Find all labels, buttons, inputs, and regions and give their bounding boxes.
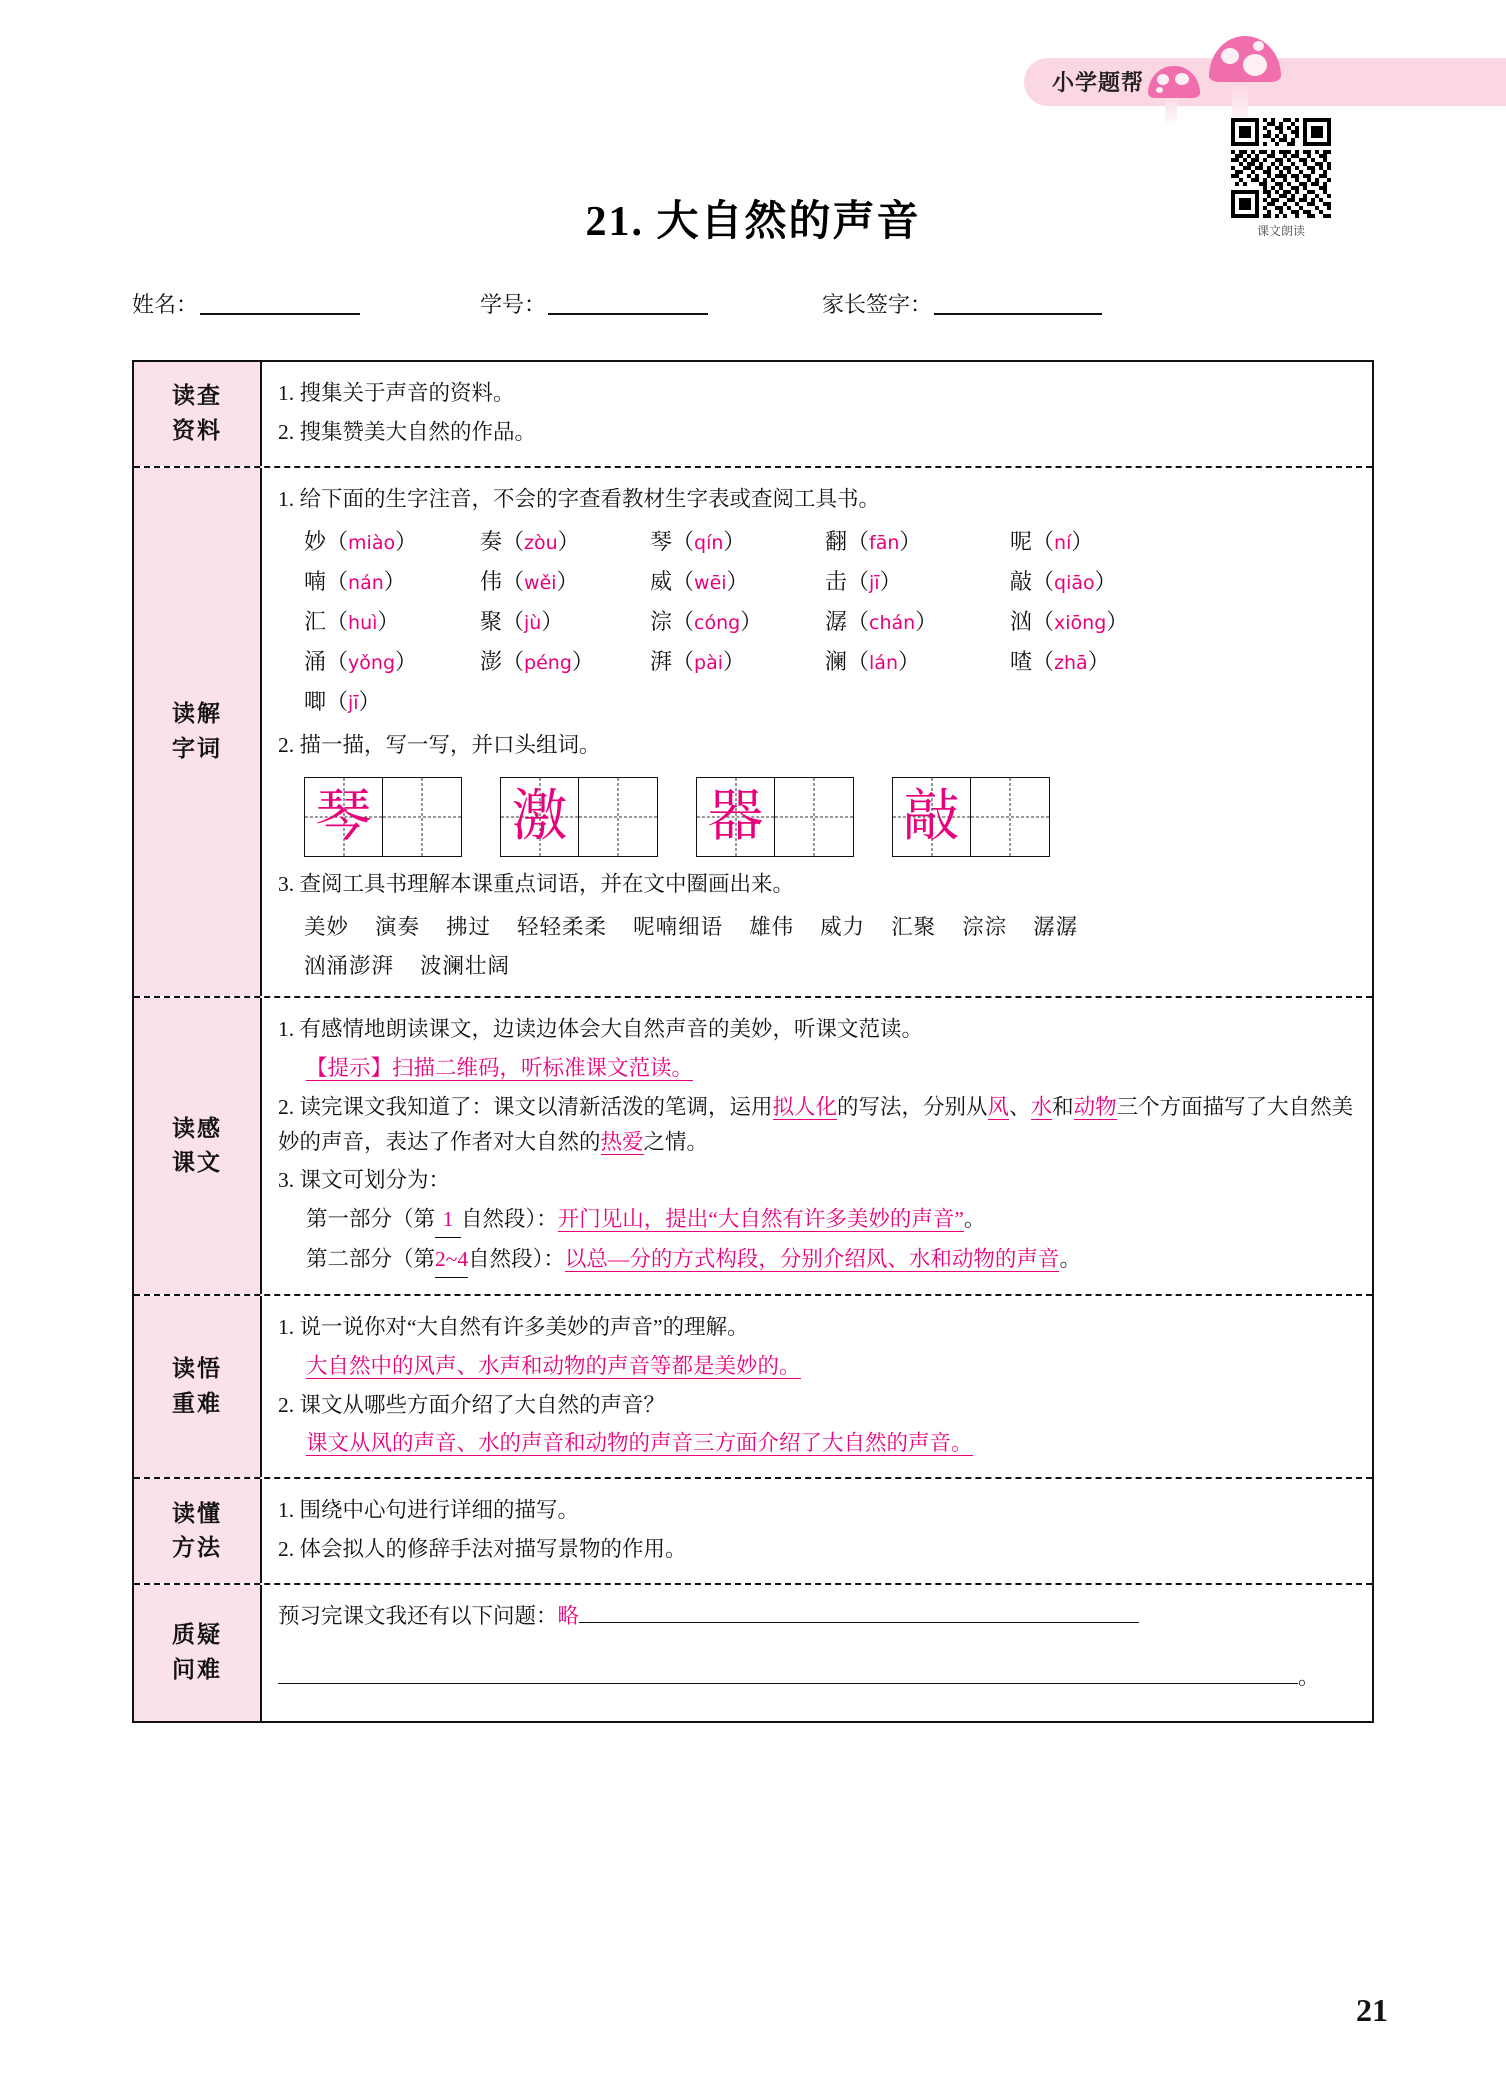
practice-cell-model	[305, 778, 383, 856]
pinyin-item[interactable]: 翻（fān）	[825, 529, 922, 555]
task-question: 1. 说一说你对“大自然有许多美妙的声音”的理解。	[278, 1314, 749, 1339]
cat-line-2: 课文	[172, 1150, 222, 1176]
section-read-vocabulary	[134, 468, 1372, 998]
page-number: 21	[1356, 1992, 1388, 2028]
pinyin-answer: lán	[869, 652, 898, 675]
answer-line	[278, 1426, 1356, 1461]
hanzi: 击	[825, 569, 848, 595]
practice-cell-blank[interactable]	[971, 778, 1049, 856]
category-label-comprehension	[134, 998, 262, 1294]
vocab-word: 拂过	[446, 915, 492, 940]
part1-answer: 开门见山，提出“大自然有许多美妙的声音”	[557, 1207, 964, 1232]
hanzi: 妙	[304, 529, 327, 555]
task-item: 1. 围绕中心句进行详细的描写。	[278, 1498, 580, 1523]
category-label-research	[134, 362, 262, 466]
practice-group[interactable]	[696, 777, 854, 857]
pinyin-item[interactable]: 涌（yǒng）	[304, 649, 418, 675]
pinyin-answer: miào	[348, 532, 396, 555]
hanzi: 淙	[650, 609, 673, 635]
cat-line-2: 方法	[172, 1535, 222, 1561]
hint-answer: 【提示】扫描二维码，听标准课文范读。	[306, 1055, 694, 1080]
task-question: 2. 描一描，写一写，并口头组词。	[278, 733, 601, 758]
cat-line-1: 读感	[172, 1115, 222, 1141]
pinyin-answer: qín	[694, 532, 724, 555]
section-body-vocabulary	[262, 468, 1372, 996]
part2-end: 。	[1059, 1247, 1081, 1272]
pinyin-item[interactable]: 汹（xiōng）	[1010, 609, 1129, 635]
insight-answer-2: 课文从风的声音、水的声音和动物的声音三方面介绍了大自然的声音。	[306, 1431, 973, 1456]
pinyin-item[interactable]: 澜（lán）	[825, 649, 921, 675]
name-field[interactable]	[132, 288, 360, 319]
hanzi: 涌	[304, 649, 327, 675]
pinyin-item[interactable]: 喳（zhā）	[1010, 649, 1110, 675]
parent-sign-blank[interactable]	[934, 295, 1102, 315]
task-item: 2. 体会拟人的修辞手法对描写景物的作用。	[278, 1537, 687, 1562]
section-read-comprehension	[134, 998, 1372, 1296]
vocab-word: 淙淙	[962, 915, 1008, 940]
pinyin-item[interactable]: 妙（miào）	[304, 529, 418, 555]
category-label-questions	[134, 1585, 262, 1721]
question-prompt-line	[278, 1599, 1356, 1634]
pinyin-answer: chán	[869, 612, 916, 635]
cat-line-1: 质疑	[172, 1622, 222, 1648]
cat-line-1: 读解	[172, 701, 222, 727]
pinyin-item[interactable]: 击（jī）	[825, 569, 902, 595]
student-id-field[interactable]	[480, 288, 708, 319]
question-prompt: 预习完课文我还有以下问题：	[278, 1603, 558, 1628]
name-label: 姓名：	[132, 292, 199, 317]
pinyin-answer: cóng	[694, 612, 741, 635]
q2-mid-3: 和	[1052, 1094, 1074, 1119]
student-info-row	[132, 288, 1122, 324]
vocab-word: 汹涌澎湃	[304, 954, 395, 979]
q2-answer-3: 水	[1030, 1094, 1053, 1119]
hanzi: 澎	[480, 649, 503, 675]
cat-line-2: 问难	[172, 1656, 222, 1682]
pinyin-item[interactable]: 澎（péng）	[480, 649, 594, 675]
practice-cell-blank[interactable]	[383, 778, 461, 856]
q2-answer-1: 拟人化	[772, 1094, 838, 1119]
practice-cell-model	[697, 778, 775, 856]
cat-line-1: 读查	[172, 383, 222, 409]
section-questions	[134, 1585, 1372, 1721]
section-read-research	[134, 362, 1372, 468]
part1-prefix: 第一部分（第	[306, 1207, 436, 1232]
pinyin-answer: fān	[869, 532, 900, 555]
hanzi: 湃	[650, 649, 673, 675]
part-two-line	[278, 1242, 1356, 1278]
pinyin-item[interactable]: 敲（qiāo）	[1010, 569, 1117, 595]
hanzi: 澜	[825, 649, 848, 675]
q2-mid-2: 、	[1009, 1094, 1031, 1119]
vocab-word: 呢喃细语	[633, 915, 724, 940]
practice-char: 激	[511, 786, 568, 849]
cat-line-2: 字词	[172, 735, 222, 761]
pinyin-row	[278, 565, 1356, 596]
qr-caption: 课文朗读	[1256, 224, 1305, 238]
section-body-questions	[262, 1585, 1372, 1721]
q2-mid-4: 三个方面描写了大自然美妙的声音，表达了作者对大自然的	[278, 1094, 1354, 1154]
part2-mid: 自然段）：	[468, 1247, 565, 1272]
cat-line-1: 读懂	[172, 1500, 222, 1526]
pinyin-row	[278, 685, 1356, 716]
practice-cell-model	[501, 778, 579, 856]
part2-prefix: 第二部分（第	[306, 1247, 436, 1272]
vocab-word: 美妙	[304, 915, 350, 940]
pinyin-answer: péng	[524, 652, 572, 675]
practice-group[interactable]	[892, 777, 1050, 857]
section-read-method	[134, 1479, 1372, 1585]
fill-in-sentence-2	[278, 1090, 1356, 1160]
pinyin-item[interactable]: 威（wēi）	[650, 569, 749, 595]
pinyin-answer: yǒng	[348, 652, 396, 675]
vocab-word: 轻轻柔柔	[517, 915, 608, 940]
brand-banner	[1024, 58, 1506, 110]
cat-line-2: 资料	[172, 417, 222, 443]
pinyin-item[interactable]: 唧（jī）	[304, 689, 381, 715]
student-id-label: 学号：	[480, 292, 547, 317]
pinyin-item[interactable]: 潺（chán）	[825, 609, 938, 635]
answer-line	[278, 1349, 1356, 1384]
category-label-insight	[134, 1296, 262, 1477]
cat-line-2: 重难	[172, 1390, 222, 1416]
hanzi: 聚	[480, 609, 503, 635]
task-question: 2. 课文从哪些方面介绍了大自然的声音？	[278, 1392, 666, 1417]
practice-group[interactable]	[500, 777, 658, 857]
pinyin-item[interactable]: 聚（jù）	[480, 609, 564, 635]
q2-prefix: 2. 读完课文我知道了：课文以清新活泼的笔调，运用	[278, 1094, 773, 1119]
pinyin-answer: xiōng	[1054, 612, 1107, 635]
pinyin-answer: pài	[694, 652, 724, 675]
hanzi: 翻	[825, 529, 848, 555]
hanzi: 汹	[1010, 609, 1033, 635]
question-blank-line-2	[278, 1660, 1356, 1695]
pinyin-item[interactable]: 呢（ní）	[1010, 529, 1094, 555]
section-body-method	[262, 1479, 1372, 1583]
part-one-line	[278, 1202, 1356, 1238]
hanzi: 奏	[480, 529, 503, 555]
hanzi: 琴	[650, 529, 673, 555]
question-answer[interactable]: 略	[557, 1603, 580, 1628]
practice-char: 敲	[903, 786, 960, 849]
worksheet-table	[132, 360, 1374, 1723]
pinyin-answer: jù	[524, 612, 542, 635]
pinyin-row	[278, 605, 1356, 636]
pinyin-item[interactable]: 琴（qín）	[650, 529, 746, 555]
pinyin-item[interactable]: 汇（huì）	[304, 609, 400, 635]
pinyin-row	[278, 525, 1356, 556]
task-question: 1. 给下面的生字注音，不会的字查看教材生字表或查阅工具书。	[278, 486, 881, 511]
vocab-word: 演奏	[375, 915, 421, 940]
pinyin-answer: jī	[348, 692, 359, 715]
hanzi: 伟	[480, 569, 503, 595]
hint-answer-line	[278, 1051, 1356, 1086]
character-practice-boxes	[304, 777, 1356, 857]
category-label-method	[134, 1479, 262, 1583]
section-body-comprehension	[262, 998, 1372, 1294]
vocab-word: 波澜壮阔	[420, 954, 511, 979]
mushroom-big-icon	[1209, 36, 1281, 82]
vocabulary-line-2	[278, 949, 1356, 980]
vocab-word: 威力	[820, 915, 866, 940]
pinyin-item[interactable]: 伟（wěi）	[480, 569, 579, 595]
task-question: 3. 课文可划分为：	[278, 1168, 451, 1193]
pinyin-answer: wēi	[694, 572, 727, 595]
part1-mid: 自然段）：	[461, 1207, 558, 1232]
parent-sign-label: 家长签字：	[822, 292, 933, 317]
section-body-insight	[262, 1296, 1372, 1477]
pinyin-answer: huì	[348, 612, 378, 635]
practice-cell-blank[interactable]	[579, 778, 657, 856]
pinyin-answer: nán	[348, 572, 384, 595]
practice-char: 琴	[315, 786, 372, 849]
hanzi: 呢	[1010, 529, 1033, 555]
task-question: 1. 有感情地朗读课文，边读边体会大自然声音的美妙，听课文范读。	[278, 1017, 924, 1042]
vocab-word: 雄伟	[749, 915, 795, 940]
parent-signature-field[interactable]	[822, 288, 1102, 319]
vocab-word: 汇聚	[891, 915, 937, 940]
pinyin-row	[278, 645, 1356, 676]
hanzi: 威	[650, 569, 673, 595]
pinyin-item[interactable]: 奏（zòu）	[480, 529, 580, 555]
hanzi: 喳	[1010, 649, 1033, 675]
q2-mid-1: 的写法，分别从	[837, 1094, 988, 1119]
q2-answer-2: 风	[987, 1094, 1010, 1119]
part1-end: 。	[963, 1207, 986, 1232]
task-question: 3. 查阅工具书理解本课重点词语，并在文中圈画出来。	[278, 872, 795, 897]
q2-end: 之情。	[643, 1129, 709, 1154]
practice-cell-blank[interactable]	[775, 778, 853, 856]
task-item: 1. 搜集关于声音的资料。	[278, 381, 515, 405]
name-blank[interactable]	[200, 295, 360, 315]
pinyin-answer: qiāo	[1054, 572, 1095, 595]
part2-answer: 以总—分的方式构段，分别介绍风、水和动物的声音	[564, 1247, 1060, 1272]
pinyin-item[interactable]: 喃（nán）	[304, 569, 406, 595]
practice-group[interactable]	[304, 777, 462, 857]
hanzi: 潺	[825, 609, 848, 635]
category-label-vocabulary	[134, 468, 262, 996]
pinyin-item[interactable]: 淙（cóng）	[650, 609, 763, 635]
practice-cell-model	[893, 778, 971, 856]
insight-answer-1: 大自然中的风声、水声和动物的声音等都是美妙的。	[306, 1353, 801, 1378]
q2-answer-4: 动物	[1073, 1094, 1117, 1119]
cat-line-1: 读悟	[172, 1356, 222, 1382]
hanzi: 喃	[304, 569, 327, 595]
part2-paragraph-number: 2~4	[435, 1242, 468, 1278]
hanzi: 敲	[1010, 569, 1033, 595]
q2-answer-5: 热爱	[600, 1129, 644, 1154]
pinyin-answer: ní	[1054, 532, 1072, 555]
brand-label: 小学题帮	[1052, 71, 1145, 96]
part1-paragraph-number: 1	[435, 1202, 461, 1238]
end-mark: 。	[1298, 1664, 1320, 1689]
student-id-blank[interactable]	[548, 295, 708, 315]
pinyin-answer: zòu	[524, 532, 558, 555]
page-title: 21. 大自然的声音	[585, 199, 921, 245]
question-blank-1[interactable]	[579, 1601, 1139, 1623]
vocabulary-line-1	[278, 910, 1356, 941]
section-body-research	[262, 362, 1372, 466]
question-blank-2[interactable]	[278, 1662, 1298, 1684]
hanzi: 唧	[304, 689, 327, 715]
practice-char: 器	[707, 786, 764, 849]
pinyin-answer: jī	[869, 572, 880, 595]
task-item: 2. 搜集赞美大自然的作品。	[278, 419, 537, 444]
section-read-insight	[134, 1296, 1372, 1479]
hanzi: 汇	[304, 609, 327, 635]
pinyin-item[interactable]: 湃（pài）	[650, 649, 746, 675]
pinyin-answer: wěi	[524, 572, 557, 595]
vocab-word: 潺潺	[1033, 915, 1079, 940]
pinyin-answer: zhā	[1054, 652, 1088, 675]
